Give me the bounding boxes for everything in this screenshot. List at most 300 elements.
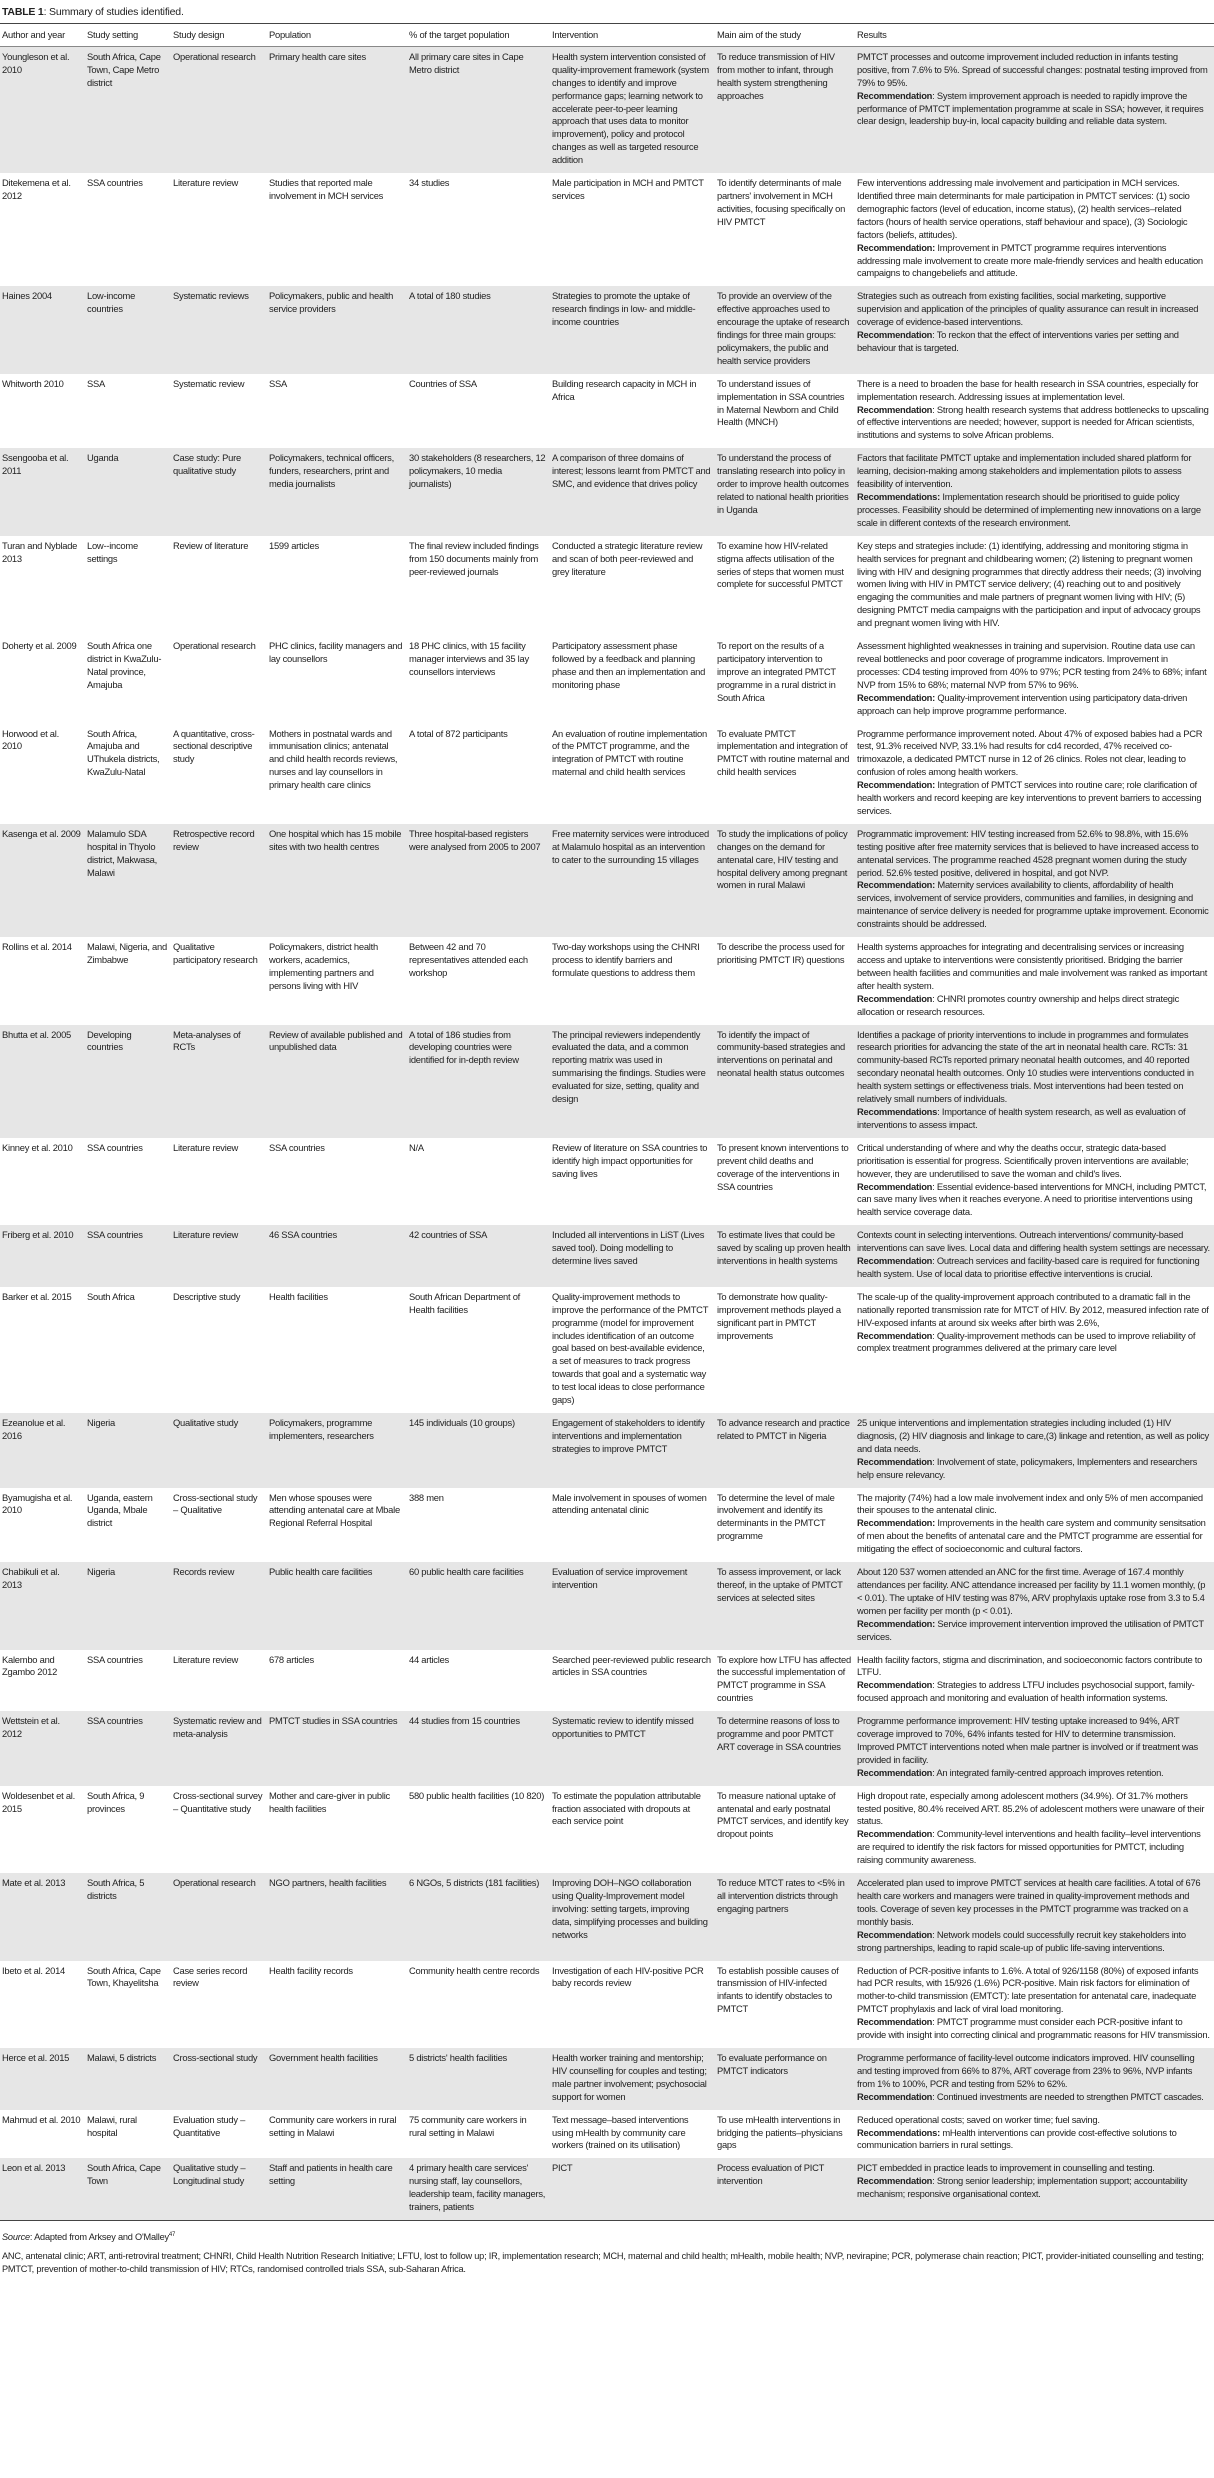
design-cell: Cross-sectional survey – Quantitative study bbox=[173, 1789, 263, 1814]
results-text: Strategies such as outreach from existing facilities, social marketing, supportive supervision and application of the principles of quality assurance can result in increased coverage of evidence-based interventions. bbox=[857, 290, 1199, 328]
table-row bbox=[0, 824, 1214, 937]
table-row bbox=[0, 724, 1214, 824]
target-population-cell: 5 districts' health facilities bbox=[409, 2051, 507, 2063]
recommendation-text: : Strategies to address LTFU includes psychosocial support, family-focused approach and monitoring and evaluation of health information systems. bbox=[857, 1679, 1195, 1704]
intervention-cell: Free maternity services were introduced at Malamulo hospital as an intervention to cater to the surrounding 15 villages bbox=[552, 827, 709, 865]
recommendation-label: Recommendation bbox=[857, 2016, 933, 2028]
results-text: Programme performance of facility-level outcome indicators improved. HIV counselling and testing improved from 66% to 87%, ART coverage from 23% to 96%, NVP infants from 1% to 100%, PCR and testing from 52% to 62%. bbox=[857, 2051, 1195, 2089]
intervention-cell: Searched peer-reviewed public research articles in SSA countries bbox=[552, 1653, 711, 1678]
recommendation-text: : CHNRI promotes country ownership and helps direct strategic allocation or research resources. bbox=[857, 992, 1180, 1017]
aim-cell: To reduce MTCT rates to <5% in all intervention districts through engaging partners bbox=[717, 1877, 845, 1914]
results-cell bbox=[855, 2158, 1214, 2220]
population-cell: SSA bbox=[269, 377, 288, 389]
results-cell bbox=[855, 636, 1214, 723]
setting-cell: SSA bbox=[87, 377, 106, 389]
source-note bbox=[2, 2229, 1212, 2244]
header-intervention: Intervention bbox=[552, 29, 598, 40]
results-text: Programme performance improvement: HIV testing uptake increased to 94%, ART coverage improved to 70%, 64% infants tested for HIV to determine transmission. Improved PMTCT interventions noted when male partner is involved or if treatment was provided in facility. bbox=[857, 1715, 1198, 1765]
intervention-cell: An evaluation of routine implementation of the PMTCT programme, and the integration of PMTCT with routine maternal and child health services bbox=[552, 727, 707, 778]
design-cell: Evaluation study –Quantitative bbox=[173, 2113, 246, 2138]
abbreviations-note: ANC, antenatal clinic; ART, anti-retroviral treatment; CHNRI, Child Health Nutrition Research Initiative; LFTU, lost to follow up; IR, implementation research; MCH, maternal and child health; mHealth, mobile health; NVP, nevirapine; PCR, polymerase chain reaction; PICT, provider-initiated counselling and testing; PMTCT, prevention of mother-to-child transmission of HIV; RTCs, randomised controlled trials SSA, sub-Saharan Africa. bbox=[2, 2251, 1204, 2274]
population-cell: NGO partners, health facilities bbox=[269, 1877, 387, 1889]
author-cell: Mate et al. 2013 bbox=[2, 1877, 66, 1889]
population-cell: Primary health care sites bbox=[269, 50, 366, 62]
setting-cell: Nigeria bbox=[87, 1417, 115, 1428]
results-cell bbox=[855, 374, 1214, 449]
table-row bbox=[0, 536, 1214, 636]
target-population-cell: 30 stakeholders (8 researchers, 12 policymakers, 10 media journalists) bbox=[409, 452, 546, 490]
results-cell bbox=[855, 1225, 1214, 1287]
results-cell bbox=[855, 173, 1214, 286]
author-cell: Haines 2004 bbox=[2, 290, 52, 302]
population-cell: Health facility records bbox=[269, 1964, 353, 1976]
recommendation-text: : Quality-improvement methods can be used to improve reliability of complex treatment programmes delivered at the primary care level bbox=[857, 1329, 1196, 1354]
results-text: Reduced operational costs; saved on worker time; fuel saving. bbox=[857, 2113, 1100, 2125]
aim-cell: To use mHealth interventions in bridging the patients–physicians gaps bbox=[717, 2113, 843, 2151]
design-cell: Operational research bbox=[173, 50, 256, 62]
aim-cell: To present known interventions to prevent child deaths and coverage of the interventions in SSA countries bbox=[717, 1141, 849, 1192]
aim-cell: To identify determinants of male partners' involvement in MCH activities, focusing specifically on HIV PMTCT bbox=[717, 177, 846, 227]
author-cell: Horwood et al. 2010 bbox=[2, 727, 59, 752]
header-target: % of the target population bbox=[409, 29, 510, 40]
recommendation-text: : Continued investments are needed to strengthen PMTCT cascades. bbox=[932, 2090, 1204, 2102]
recommendation-text: Implementation research should be prioritised to guide policy processes. Feasibility should be determined of implementing new innovations on a large scale in different contexts of the research environment. bbox=[857, 491, 1201, 528]
table-footer bbox=[2, 2229, 1212, 2276]
recommendation-text: Maternity services availability to clients, affordability of health services, involvement of service providers, communities and families, in designing and maintenance of service delivery is needed for programme uptake improvement. Economic constraints should be addressed. bbox=[857, 879, 1209, 930]
aim-cell: To establish possible causes of transmission of HIV-infected infants to identify obstacles to PMTCT bbox=[717, 1964, 839, 2015]
aim-cell: To measure national uptake of antenatal and early postnatal PMTCT services, and identify key dropout points bbox=[717, 1789, 849, 1840]
target-population-cell: N/A bbox=[409, 1141, 424, 1153]
setting-cell: South Africa, Amajuba and UThukela districts, KwaZulu-Natal bbox=[87, 727, 160, 778]
design-cell: Records review bbox=[173, 1566, 235, 1578]
population-cell: Health facilities bbox=[269, 1290, 328, 1302]
aim-cell: To report on the results of a participatory intervention to improve an integrated PMTCT programme in a rural district in South Africa bbox=[717, 640, 836, 703]
author-cell: Wettstein et al. 2012 bbox=[2, 1715, 60, 1740]
recommendation-text: : Involvement of state, policymakers, Implementers and researchers help ensure relevancy. bbox=[857, 1455, 1198, 1480]
results-text: The majority (74%) had a low male involvement index and only 5% of men accompanied their spouses to the antenatal clinic. bbox=[857, 1491, 1203, 1516]
setting-cell: Malamulo SDA hospital in Thyolo district, Makwasa, Malawi bbox=[87, 827, 157, 878]
results-text: There is a need to broaden the base for health research in SSA countries, especially for implementation research. Addressing issues at implementation level. bbox=[857, 377, 1199, 402]
results-text: Factors that facilitate PMTCT uptake and implementation included shared platform for learning, decision-making among stakeholders and implementation pilots to assess feasibility of intervention. bbox=[857, 452, 1192, 490]
intervention-cell: The principal reviewers independently evaluated the data, and a common reporting matrix was used in summarising the findings. Studies were evaluated for size, setting, quality and design bbox=[552, 1028, 706, 1105]
design-cell: Cross-sectional study – Qualitative bbox=[173, 1491, 258, 1516]
author-cell: Bhutta et al. 2005 bbox=[2, 1028, 71, 1040]
results-text: PMTCT processes and outcome improvement included reduction in infants testing positive, from 7.6% to 5%. Spread of successful changes: postnatal testing improved from 79% to 95%. bbox=[857, 50, 1208, 88]
table-row bbox=[0, 2158, 1214, 2220]
results-cell bbox=[855, 448, 1214, 535]
results-text: Key steps and strategies include: (1) identifying, addressing and monitoring stigma in health services for pregnant and childbearing women; (2) listening to pregnant women living with HIV and designing programmes that directly address their needs; (3) involving women living with HIV in PMTCT service delivery; (4) reaching out to and positively engaging the communities and male partners of pregnant women living with HIV; (5) designing PMTCT media campaigns with the participation and input of advocacy groups and pregnant women living with HIV. bbox=[857, 539, 1202, 629]
results-text: The scale-up of the quality-improvement approach contributed to a dramatic fall in the nationally reported transmission rate for MTCT of HIV. By 2012, measured infection rate of HIV-exposed infants at around six weeks after birth was 2.6%, bbox=[857, 1290, 1209, 1328]
recommendation-text: : To reckon that the effect of interventions varies per setting and behaviour that is targeted. bbox=[857, 329, 1179, 353]
population-cell: Studies that reported male involvement in MCH services bbox=[269, 177, 384, 201]
population-cell: One hospital which has 15 mobile sites with two health centres bbox=[269, 827, 402, 852]
author-cell: Byamugisha et al. 2010 bbox=[2, 1491, 73, 1516]
intervention-cell: Systematic review to identify missed opportunities to PMTCT bbox=[552, 1715, 694, 1740]
intervention-cell: To estimate the population attributable fraction associated with dropouts at each service point bbox=[552, 1789, 701, 1827]
recommendation-label: Recommendation: bbox=[857, 241, 936, 253]
target-population-cell: 18 PHC clinics, with 15 facility manager interviews and 35 lay counsellors interviews bbox=[409, 640, 529, 677]
recommendation-label: Recommendation bbox=[857, 1828, 933, 1840]
intervention-cell: Conducted a strategic literature review and scan of both peer-reviewed and grey literature bbox=[552, 539, 703, 577]
aim-cell: To understand issues of implementation in SSA countries in Maternal Newborn and Child Health (MNCH) bbox=[717, 377, 845, 428]
aim-cell: To determine reasons of loss to programme and poor PMTCT ART coverage in SSA countries bbox=[717, 1715, 841, 1752]
setting-cell: SSA countries bbox=[87, 1229, 143, 1241]
results-cell bbox=[855, 536, 1214, 636]
results-cell bbox=[855, 1562, 1214, 1649]
aim-cell: To advance research and practice related to PMTCT in Nigeria bbox=[717, 1417, 850, 1441]
recommendation-text: Integration of PMTCT services into routine care; role clarification of health workers and record keeping are key interventions to prevent barriers to accessing services. bbox=[857, 779, 1202, 816]
table-row bbox=[0, 1138, 1214, 1225]
author-cell: Kasenga et al. 2009 bbox=[2, 827, 81, 839]
target-population-cell: 580 public health facilities (10 820) bbox=[409, 1789, 545, 1801]
intervention-cell: Strategies to promote the uptake of research findings in low- and middle-income countries bbox=[552, 290, 696, 328]
setting-cell: SSA countries bbox=[87, 1715, 143, 1727]
design-cell: Qualitative study – Longitudinal study bbox=[173, 2162, 246, 2187]
author-cell: Ditekemena et al. 2012 bbox=[2, 177, 71, 201]
target-population-cell: Between 42 and 70 representatives attended each workshop bbox=[409, 941, 528, 978]
setting-cell: South Africa, 5 districts bbox=[87, 1877, 145, 1901]
recommendation-label: Recommendation bbox=[857, 1766, 933, 1778]
target-population-cell: 6 NGOs, 5 districts (181 facilities) bbox=[409, 1877, 540, 1889]
results-text: Critical understanding of where and why the deaths occur, strategic data-based prioritisation is essential for progress. Scientifically proven interventions are available; however, they are underutilised to save the woman and child's lives. bbox=[857, 1141, 1189, 1179]
author-cell: Kinney et al. 2010 bbox=[2, 1141, 73, 1153]
design-cell: Qualitative study bbox=[173, 1417, 239, 1428]
aim-cell: To reduce transmission of HIV from mother to infant, through health system strengthening approaches bbox=[717, 50, 835, 101]
design-cell: Descriptive study bbox=[173, 1290, 241, 1302]
table-row bbox=[0, 1025, 1214, 1138]
results-cell bbox=[855, 1413, 1214, 1488]
aim-cell: To explore how LTFU has affected the successful implementation of PMTCT programme in SSA countries bbox=[717, 1653, 851, 1704]
results-text: High dropout rate, especially among adolescent mothers (34.9%). Of 31.7% mothers tested positive, 80.4% received ART. 85.2% of adolescent mothers were unaware of their status. bbox=[857, 1789, 1205, 1827]
source-label: Source bbox=[2, 2232, 30, 2242]
population-cell: Mothers in postnatal wards and immunisation clinics; antenatal and child health records reviews, nurses and lay counsellors in primary health care clinics bbox=[269, 727, 398, 791]
target-population-cell: All primary care sites in Cape Metro district bbox=[409, 50, 524, 75]
results-cell bbox=[855, 1873, 1214, 1960]
results-text: Few interventions addressing male involvement and participation in MCH services. Identified three main determinants for male participation in PMTCT services: (1) socio demographic factors (level of education, income status), (2) health services–related factors (hours of health service operations, staff behaviour and space), (3) Sociologic factors (beliefs, attitudes). bbox=[857, 177, 1190, 240]
recommendation-text: : An integrated family-centred approach improves retention. bbox=[932, 1766, 1164, 1778]
table-caption bbox=[2, 6, 1214, 18]
recommendation-text: : Strong health research systems that address bottlenecks to upscaling of effective interventions are needed; however, support is needed for African scientists, institutions and systems to solve African problems. bbox=[857, 403, 1209, 441]
recommendation-text: : Community-level interventions and health facility–level interventions are required to identify the risk factors for missed opportunities for PMTCT, including raising community awareness. bbox=[857, 1828, 1201, 1866]
setting-cell: South Africa, Cape Town, Cape Metro district bbox=[87, 50, 161, 88]
recommendation-label: Recommendation bbox=[857, 1928, 933, 1940]
results-cell bbox=[855, 1961, 1214, 2048]
population-cell: Policymakers, technical officers, funders, researchers, print and media journalists bbox=[269, 452, 394, 490]
intervention-cell: Male participation in MCH and PMTCT services bbox=[552, 177, 704, 201]
target-population-cell: Three hospital-based registers were analysed from 2005 to 2007 bbox=[409, 827, 541, 852]
recommendation-label: Recommendations bbox=[857, 1105, 938, 1117]
author-cell: Friberg et al. 2010 bbox=[2, 1229, 74, 1241]
results-text: Health systems approaches for integrating and decentralising services or increasing access and uptake to interventions were consistently prioritised. Bridging the barrier between health facilities and communities and male involvement was ranked as important after health system. bbox=[857, 941, 1208, 991]
results-cell bbox=[855, 2110, 1214, 2159]
population-cell: PMTCT studies in SSA countries bbox=[269, 1715, 398, 1727]
target-population-cell: The final review included findings from 150 documents mainly from peer-reviewed journals bbox=[409, 539, 539, 577]
population-cell: Policymakers, programme implementers, researchers bbox=[269, 1417, 374, 1441]
target-population-cell: 42 countries of SSA bbox=[409, 1229, 488, 1241]
recommendation-text: : Network models could successfully recruit key stakeholders into strong partnerships, leading to rapid scale-up of public life-saving interventions. bbox=[857, 1928, 1186, 1953]
intervention-cell: Building research capacity in MCH in Africa bbox=[552, 377, 697, 402]
setting-cell: Developing countries bbox=[87, 1028, 132, 1053]
aim-cell: To provide an overview of the effective approaches used to encourage the uptake of research findings for three main groups: policymakers, the public and health service providers bbox=[717, 290, 850, 366]
setting-cell: Malawi, rural hospital bbox=[87, 2113, 137, 2138]
recommendation-label: Recommendations: bbox=[857, 491, 940, 502]
recommendation-label: Recommendation bbox=[857, 329, 933, 341]
table-row bbox=[0, 1961, 1214, 2048]
recommendation-label: Recommendation bbox=[857, 1255, 933, 1267]
population-cell: PHC clinics, facility managers and lay counsellors bbox=[269, 640, 403, 664]
table-row bbox=[0, 937, 1214, 1024]
intervention-cell: PICT bbox=[552, 2162, 573, 2174]
intervention-cell: A comparison of three domains of interest; lessons learnt from PMTCT and SMC, and evidence that drives policy bbox=[552, 452, 711, 490]
results-cell bbox=[855, 724, 1214, 824]
setting-cell: Low-income countries bbox=[87, 290, 136, 315]
table-row bbox=[0, 286, 1214, 373]
results-text: PICT embedded in practice leads to improvement in counselling and testing. bbox=[857, 2162, 1155, 2174]
population-cell: Review of available published and unpublished data bbox=[269, 1028, 403, 1053]
author-cell: Youngleson et al. 2010 bbox=[2, 50, 70, 75]
population-cell: 678 articles bbox=[269, 1653, 314, 1665]
target-population-cell: 60 public health care facilities bbox=[409, 1566, 524, 1578]
results-cell bbox=[855, 1287, 1214, 1413]
recommendation-text: : Outreach services and facility-based care is required for functioning health system. Use of local data to prioritise effective interventions is crucial. bbox=[857, 1255, 1200, 1279]
setting-cell: Malawi, Nigeria, and Zimbabwe bbox=[87, 941, 167, 965]
recommendation-text: Improvements in the health care system and community sensitsation of men about the benefits of antenatal care and the PMTCT programme are essential for mitigating the effect of socioeconomic and cultural factors. bbox=[857, 1517, 1206, 1555]
table-row bbox=[0, 1650, 1214, 1712]
target-population-cell: 75 community care workers in rural setting in Malawi bbox=[409, 2113, 527, 2138]
results-text: Identifies a package of priority interventions to include in programmes and formulates research priorities for advancing the state of the art in neonatal health care. RCTs: 31 community-based RCTs reported primary neonatal health outcomes, and 40 reported secondary neonatal health outcomes. Only 10 studies were interventions conducted in health system settings or effectiveness trials. Most interventions had been tested on relatively small numbers of individuals. bbox=[857, 1028, 1194, 1105]
results-text: Reduction of PCR-positive infants to 1.6%. A total of 926/1158 (80%) of exposed infants had PCR results, with 15/926 (1.6%) PCR-positive. Main risk factors for elimination of mother-to-child transmission (EMTCT): late presentation for antenatal care, inadequate PMTCT prophylaxis and lack of viral load monitoring. bbox=[857, 1964, 1199, 2015]
design-cell: Case study: Pure qualitative study bbox=[173, 452, 241, 477]
recommendation-text: Service improvement intervention improved the utilisation of PMTCT services. bbox=[857, 1617, 1204, 1642]
results-text: Health facility factors, stigma and discrimination, and socioeconomic factors contribute to LTFU. bbox=[857, 1653, 1203, 1678]
intervention-cell: Improving DOH–NGO collaboration using Quality-Improvement model involving: setting targets, improving data, simplifying processes and building networks bbox=[552, 1877, 708, 1940]
population-cell: Men whose spouses were attending antenatal care at Mbale Regional Referral Hospital bbox=[269, 1491, 400, 1529]
table-row bbox=[0, 173, 1214, 286]
recommendation-text: : Importance of health system research, as well as evaluation of interventions to assess impact. bbox=[857, 1105, 1186, 1130]
results-cell bbox=[855, 1488, 1214, 1563]
table-row bbox=[0, 1225, 1214, 1287]
results-text: Accelerated plan used to improve PMTCT services at health care facilities. A total of 676 health care workers and managers were trained in quality-improvement methods and tools. Coverage of seven key processes in the PMTCT programme was tracked on a monthly basis. bbox=[857, 1877, 1201, 1927]
design-cell: Systematic review bbox=[173, 377, 245, 389]
header-results: Results bbox=[857, 29, 887, 40]
recommendation-text: mHealth interventions can provide cost-effective solutions to communication barriers in rural settings. bbox=[857, 2126, 1177, 2151]
author-cell: Rollins et al. 2014 bbox=[2, 941, 72, 953]
target-population-cell: 388 men bbox=[409, 1491, 444, 1503]
setting-cell: Malawi, 5 districts bbox=[87, 2051, 157, 2063]
design-cell: Cross-sectional study bbox=[173, 2051, 258, 2063]
recommendation-text: : Essential evidence-based interventions for MNCH, including PMTCT, can save many lives when it reaches everyone. A need to prioritise interventions using health service coverage data. bbox=[857, 1180, 1207, 1218]
recommendation-label: Recommendation bbox=[857, 992, 933, 1004]
aim-cell: To study the implications of policy changes on the demand for antenatal care, HIV testing and hospital delivery among pregnant women in rural Malawi bbox=[717, 827, 848, 891]
table-row bbox=[0, 46, 1214, 173]
design-cell: Retrospective record review bbox=[173, 827, 255, 852]
design-cell: Systematic reviews bbox=[173, 290, 249, 302]
header-aim: Main aim of the study bbox=[717, 29, 801, 40]
aim-cell: To demonstrate how quality-improvement methods played a significant part in PMTCT improvements bbox=[717, 1290, 841, 1341]
population-cell: Mother and care-giver in public health facilities bbox=[269, 1789, 390, 1814]
recommendation-label: Recommendation: bbox=[857, 879, 936, 891]
results-cell bbox=[855, 1138, 1214, 1225]
header-setting: Study setting bbox=[87, 29, 138, 40]
aim-cell: To identify the impact of community-based strategies and interventions on perinatal and neonatal health status outcomes bbox=[717, 1028, 845, 1079]
target-population-cell: South African Department of Health facilities bbox=[409, 1290, 521, 1315]
population-cell: Community care workers in rural setting in Malawi bbox=[269, 2113, 397, 2138]
results-cell bbox=[855, 1786, 1214, 1873]
setting-cell: South Africa, Cape Town, Khayelitsha bbox=[87, 1964, 161, 1989]
results-cell bbox=[855, 2048, 1214, 2110]
studies-table bbox=[0, 23, 1214, 2221]
aim-cell: Process evaluation of PICT intervention bbox=[717, 2162, 824, 2187]
recommendation-text: : PMTCT programme must consider each PCR-positive infant to provide with insight into correcting clinical and programmatic reasons for HIV transmission. bbox=[857, 2016, 1210, 2041]
setting-cell: South Africa, Cape Town bbox=[87, 2162, 161, 2187]
author-cell: Kalembo and Zgambo 2012 bbox=[2, 1653, 58, 1678]
results-text: Assessment highlighted weaknesses in training and supervision. Routine data use can reveal bottlenecks and poor coverage of programme indicators. Improvement in processes: CD4 testing improved from 40% to 97%; PCR testing from 24% to 68%; infant NVP from 15% to 68%; maternal NVP from 57% to 96%. bbox=[857, 640, 1207, 690]
target-population-cell: 4 primary health care services' nursing staff, lay counsellors, leadership team, facility managers, trainers, patients bbox=[409, 2162, 546, 2213]
results-text: Programme performance improvement noted. About 47% of exposed babies had a PCR test, 91.3% received NVP, 33.1% had results for cd4 recorded, 47% received co-trimoxazole, a dedicated PMTCT nurse in 12 of 26 clinics. Roles not clear, leading to confusion of roles among health workers. bbox=[857, 727, 1203, 778]
aim-cell: To estimate lives that could be saved by scaling up proven health interventions in health systems bbox=[717, 1229, 851, 1267]
results-text: 25 unique interventions and implementation strategies including included (1) HIV diagnosis, (2) HIV diagnosis and linkage to care,(3) linkage and retention, as well as policy and data needs. bbox=[857, 1417, 1209, 1454]
results-cell bbox=[855, 1711, 1214, 1786]
results-text: About 120 537 women attended an ANC for the first time. Average of 167.4 monthly attendances per facility. ANC attendance increased per facility by 11.1 women monthly, (p < 0.01). The uptake of HIV testing was 87%, ARV prophylaxis uptake rose from 3.3 to 5.4 women per facility per month (p < 0.01). bbox=[857, 1566, 1206, 1616]
population-cell: Public health care facilities bbox=[269, 1566, 373, 1578]
author-cell: Mahmud et al. 2010 bbox=[2, 2113, 81, 2125]
target-population-cell: A total of 186 studies from developing countries were identified for in-depth review bbox=[409, 1028, 519, 1066]
aim-cell: To understand the process of translating research into policy in order to improve health outcomes related to national health priorities in Uganda bbox=[717, 452, 849, 515]
setting-cell: South Africa bbox=[87, 1290, 135, 1302]
design-cell: Operational research bbox=[173, 1877, 256, 1889]
results-cell bbox=[855, 1025, 1214, 1138]
design-cell: Systematic review and meta-analysis bbox=[173, 1715, 262, 1740]
intervention-cell: Participatory assessment phase followed by a feedback and planning phase and then an implementation and monitoring phase bbox=[552, 640, 706, 690]
setting-cell: South Africa, 9 provinces bbox=[87, 1789, 145, 1814]
population-cell: 46 SSA countries bbox=[269, 1229, 337, 1241]
table-header-row bbox=[0, 24, 1214, 47]
intervention-cell: Included all interventions in LiST (Lives saved tool). Doing modelling to determine lives saved bbox=[552, 1229, 705, 1267]
author-cell: Leon et al. 2013 bbox=[2, 2162, 66, 2174]
population-cell: 1599 articles bbox=[269, 539, 319, 551]
design-cell: Meta-analyses of RCTs bbox=[173, 1028, 241, 1053]
target-population-cell: 34 studies bbox=[409, 177, 450, 189]
recommendation-label: Recommendation: bbox=[857, 691, 936, 703]
author-cell: Ssengooba et al. 2011 bbox=[2, 452, 69, 477]
recommendation-label: Recommendation bbox=[857, 2090, 933, 2102]
setting-cell: Uganda, eastern Uganda, Mbale district bbox=[87, 1491, 153, 1529]
intervention-cell: Investigation of each HIV-positive PCR baby records review bbox=[552, 1964, 704, 1989]
recommendation-label: Recommendation bbox=[857, 1455, 933, 1467]
population-cell: Government health facilities bbox=[269, 2051, 378, 2063]
aim-cell: To evaluate performance on PMTCT indicators bbox=[717, 2051, 827, 2076]
author-cell: Turan and Nyblade 2013 bbox=[2, 539, 78, 564]
target-population-cell: Community health centre records bbox=[409, 1964, 540, 1976]
setting-cell: Nigeria bbox=[87, 1566, 115, 1578]
design-cell: Literature review bbox=[173, 177, 239, 189]
intervention-cell: Evaluation of service improvement intervention bbox=[552, 1566, 688, 1590]
design-cell: A quantitative, cross-sectional descriptive study bbox=[173, 727, 255, 765]
recommendation-text: : System improvement approach is needed to rapidly improve the performance of PMTCT implementation programme at scale in SSA; however, it requires clear design, leadership buy-in, local capacity building and reliable data system. bbox=[857, 89, 1204, 127]
table-caption-text: : Summary of studies identified. bbox=[43, 6, 184, 18]
table-row bbox=[0, 1562, 1214, 1649]
results-cell bbox=[855, 46, 1214, 173]
target-population-cell: Countries of SSA bbox=[409, 377, 477, 389]
table-row bbox=[0, 1711, 1214, 1786]
intervention-cell: Engagement of stakeholders to identify interventions and implementation strategies to improve PMTCT bbox=[552, 1417, 705, 1454]
recommendation-label: Recommendation bbox=[857, 1679, 933, 1691]
design-cell: Literature review bbox=[173, 1141, 239, 1153]
source-text: : Adapted from Arksey and O'Malley bbox=[29, 2232, 169, 2242]
results-cell bbox=[855, 1650, 1214, 1712]
recommendation-label: Recommendation: bbox=[857, 1517, 936, 1529]
target-population-cell: A total of 180 studies bbox=[409, 290, 491, 302]
target-population-cell: A total of 872 participants bbox=[409, 727, 508, 739]
target-population-cell: 44 studies from 15 countries bbox=[409, 1715, 520, 1727]
results-cell bbox=[855, 286, 1214, 373]
table-label: TABLE 1 bbox=[2, 6, 44, 18]
header-author: Author and year bbox=[2, 29, 65, 40]
recommendation-label: Recommendation: bbox=[857, 1617, 936, 1629]
results-cell bbox=[855, 937, 1214, 1024]
setting-cell: SSA countries bbox=[87, 177, 143, 189]
header-population: Population bbox=[269, 29, 311, 40]
header-design: Study design bbox=[173, 29, 225, 40]
recommendation-text: Quality-improvement intervention using participatory data-driven approach can help improve programme performance. bbox=[857, 691, 1188, 716]
recommendation-label: Recommendations: bbox=[857, 2126, 940, 2138]
setting-cell: Uganda bbox=[87, 452, 119, 464]
intervention-cell: Text message–based interventions using mHealth by community care workers (trained on its utilisation) bbox=[552, 2113, 689, 2151]
recommendation-label: Recommendation: bbox=[857, 779, 936, 791]
aim-cell: To determine the level of male involvement and identify its determinants in the PMTCT programme bbox=[717, 1491, 835, 1542]
author-cell: Doherty et al. 2009 bbox=[2, 640, 77, 652]
table-row bbox=[0, 1413, 1214, 1488]
population-cell: SSA countries bbox=[269, 1141, 325, 1153]
results-text: Contexts count in selecting interventions. Outreach interventions/ community-based interventions can save lives. Local data and differing health system settings are necessary. bbox=[857, 1229, 1210, 1254]
author-cell: Chabikuli et al. 2013 bbox=[2, 1566, 60, 1590]
intervention-cell: Health system intervention consisted of quality-improvement framework (system changes to identify and improve performance gaps; learning network to accelerate peer-to-peer learning approach that uses data to monitor improvement), policy and protocol changes as well as targeted resource addition bbox=[552, 50, 709, 166]
design-cell: Literature review bbox=[173, 1229, 239, 1241]
source-ref: 47 bbox=[168, 2231, 176, 2238]
author-cell: Ezeanolue et al. 2016 bbox=[2, 1417, 66, 1441]
recommendation-label: Recommendation bbox=[857, 2175, 933, 2187]
population-cell: Policymakers, public and health service providers bbox=[269, 290, 394, 315]
author-cell: Whitworth 2010 bbox=[2, 377, 64, 389]
table-row bbox=[0, 1786, 1214, 1873]
table-row bbox=[0, 1287, 1214, 1413]
intervention-cell: Health worker training and mentorship; HIV counselling for couples and testing; male partner involvement; psychosocial support for women bbox=[552, 2051, 707, 2102]
aim-cell: To describe the process used for prioritising PMTCT IR) questions bbox=[717, 941, 845, 965]
population-cell: Policymakers, district health workers, academics, implementing partners and persons living with HIV bbox=[269, 941, 378, 991]
table-row bbox=[0, 2110, 1214, 2159]
design-cell: Operational research bbox=[173, 640, 256, 652]
aim-cell: To assess improvement, or lack thereof, in the uptake of PMTCT services at selected sites bbox=[717, 1566, 843, 1603]
table-row bbox=[0, 1488, 1214, 1563]
target-population-cell: 44 articles bbox=[409, 1653, 449, 1665]
recommendation-text: Improvement in PMTCT programme requires interventions addressing male involvement to create more male-friendly services and health education campaigns to changebeliefs and attitude. bbox=[857, 241, 1203, 279]
intervention-cell: Two-day workshops using the CHNRI process to identify barriers and formulate questions to address them bbox=[552, 941, 700, 978]
results-cell bbox=[855, 824, 1214, 937]
author-cell: Woldesenbet et al. 2015 bbox=[2, 1789, 75, 1814]
intervention-cell: Quality-improvement methods to improve the performance of the PMTCT programme (model for improvement includes identification of an outcome goal based on best-available evidence, a set of measures to track progress towards that goal and a systematic way to test local ideas to close performance gaps) bbox=[552, 1290, 708, 1406]
recommendation-label: Recommendation bbox=[857, 1180, 933, 1192]
author-cell: Ibeto et al. 2014 bbox=[2, 1964, 65, 1976]
table-row bbox=[0, 2048, 1214, 2110]
table-row bbox=[0, 636, 1214, 723]
design-cell: Case series record review bbox=[173, 1964, 248, 1989]
table-row bbox=[0, 374, 1214, 449]
author-cell: Barker et al. 2015 bbox=[2, 1290, 72, 1302]
intervention-cell: Male involvement in spouses of women attending antenatal clinic bbox=[552, 1491, 707, 1516]
setting-cell: SSA countries bbox=[87, 1141, 143, 1153]
setting-cell: Low--income settings bbox=[87, 539, 138, 564]
recommendation-text: : Strong senior leadership; implementation support; accountability mechanism; responsive organisational context. bbox=[857, 2175, 1188, 2200]
